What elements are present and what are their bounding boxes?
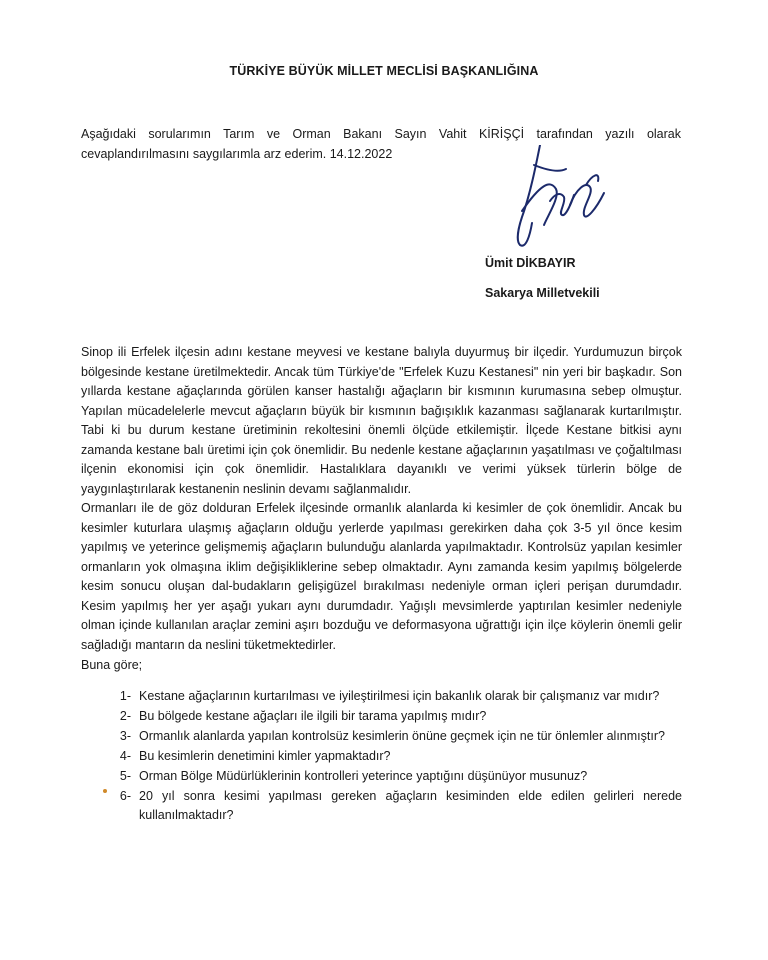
signer-name: Ümit DİKBAYIR <box>485 256 576 270</box>
question-number: 6- <box>119 789 131 803</box>
question-number: 2- <box>119 709 131 723</box>
intro-paragraph: Aşağıdaki sorularımın Tarım ve Orman Bakanı Sayın Vahit KİRİŞÇİ tarafından yazılı olarak cevaplandırılmasını saygılarımla arz ederim. 14.12.2022 <box>81 127 681 161</box>
question-item <box>81 747 682 766</box>
question-number: 1- <box>119 689 131 703</box>
question-text: Ormanlık alanlarda yapılan kontrolsüz kesimlerin önüne geçmek için ne tür önlemler alınmıştır? <box>139 729 665 743</box>
question-number: 5- <box>119 769 131 783</box>
handwritten-signature <box>500 145 610 260</box>
question-text: Orman Bölge Müdürlüklerinin kontrolleri yeterince yaptığını düşünüyor musunuz? <box>139 769 588 783</box>
question-item <box>81 767 682 786</box>
question-text: 20 yıl sonra kesimi yapılması gereken ağaçların kesiminden elde edilen gelirleri nerede kullanılmaktadır? <box>139 789 682 822</box>
question-number: 4- <box>119 749 131 763</box>
question-text: Bu bölgede kestane ağaçları ile ilgili bir tarama yapılmış mıdır? <box>139 709 487 723</box>
signer-title: Sakarya Milletvekili <box>485 286 600 300</box>
question-item <box>81 727 682 746</box>
questions-lead-in: Buna göre; <box>81 658 143 672</box>
questions-list <box>81 687 682 826</box>
question-number: 3- <box>119 729 131 743</box>
question-text: Kestane ağaçlarının kurtarılması ve iyileştirilmesi için bakanlık olarak bir çalışmanız var mıdır? <box>139 689 660 703</box>
question-text: Bu kesimlerin denetimini kimler yapmaktadır? <box>139 749 391 763</box>
question-item <box>81 687 682 706</box>
question-item <box>81 787 682 825</box>
body-paragraph-2: Ormanları ile de göz dolduran Erfelek ilçesinde ormanlık alanlarda ki kesimler de çok önemlidir. Ancak bu kesimler kuturlara ulaşmış ağaçların olduğu yerlerde yapılması gerekirken daha çok 3-5 yıl önce kesim yapılmış ve yeterince gelişmemiş ağaçların bulunduğu alanlarda yapılmaktadır. Kontrolsüz yapılan kesimler ormanların yok olmaşına iklim değişikliklerine sebep olmaktadır. Aynı zamanda kesim yapılmış bölgelerde kesim sonucu oluşan dal-budakların gelişigüzel bırakılması nedeniyle orman içleri perişan durumdadır. Kesim yapılmış her yer aşağı yukarı aynı durumdadır. Yağışlı mevsimlerde yaptırılan kesimler nedeniyle olman içinde kullanılan araçlar zemini aşırı bozduğu ve deformasyona uğrattığı için ilçe köylerin önemli gelir sağladığı mantarın da neslini tüketmektedirler. <box>81 501 682 652</box>
ink-dot-mark <box>103 789 107 793</box>
question-item <box>81 707 682 726</box>
body-paragraph-1: Sinop ili Erfelek ilçesin adını kestane meyvesi ve kestane balıyla duyurmuş bir ilçedir. Yurdumuzun birçok bölgesinde kestane üretilmektedir. Ancak tüm Türkiye'de "Erfelek Kuzu Kestanesi" nin yeri bir başkadır. Son yıllarda kestane ağaçlarında görülen kanser hastalığı ağaçların bir kısmının kurumasına sebep olmuştur. Yapılan mücadelelerle mevcut ağaçların büyük bir kısmının bağışıklık kazanması sağlanarak kurtarılmıştır. Tabi ki bu durum kestane üretiminin rekoltesini önemli ölçüde etkilemiştir. İlçede Kestane bitkisi aynı zamanda kestane balı üretimi için çok önemlidir. Bu nedenle kestane ağaçlarının yaşatılması ve çoğaltılması ilçenin ekonomisi için çok önemlidir. Hastalıklara dayanıklı ve verimi yüksek türlerin bölge de yaygınlaştırılarak kestanenin neslinin devamı sağlanmalıdır. <box>81 345 682 496</box>
document-title: TÜRKİYE BÜYÜK MİLLET MECLİSİ BAŞKANLIĞINA <box>229 64 539 78</box>
